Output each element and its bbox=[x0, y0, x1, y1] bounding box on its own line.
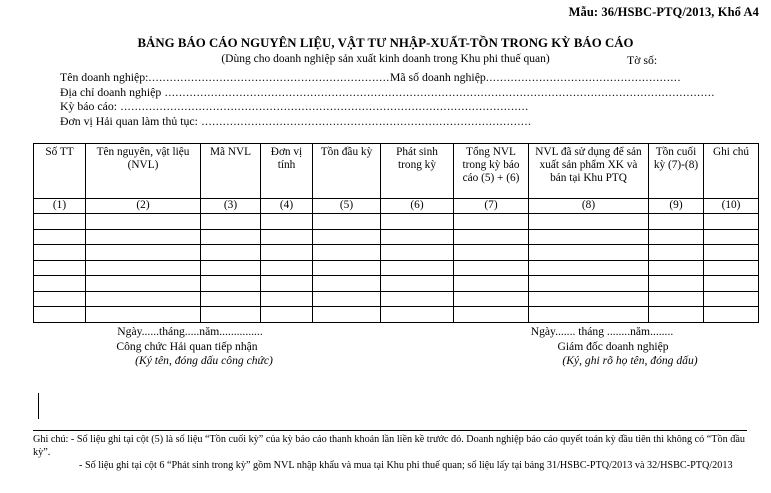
col-header-unit bbox=[261, 144, 313, 199]
col-number-8: (8) bbox=[529, 199, 649, 214]
table-cell[interactable] bbox=[86, 260, 201, 276]
table-cell[interactable] bbox=[454, 260, 529, 276]
sheet-number-label: Tờ số: bbox=[627, 53, 658, 67]
col-number-4: (4) bbox=[261, 199, 313, 214]
field-label-company-code: Mã số doanh nghiệp bbox=[389, 70, 486, 84]
table-cell[interactable] bbox=[649, 307, 704, 323]
table-cell[interactable] bbox=[649, 291, 704, 307]
col-header-material-code bbox=[201, 144, 261, 199]
form-fields bbox=[38, 70, 738, 128]
table-cell[interactable] bbox=[454, 276, 529, 292]
col-header-material-name-text: Tên nguyên, vật liệu (NVL) bbox=[96, 146, 190, 171]
col-header-incurred bbox=[381, 144, 454, 199]
table-row[interactable] bbox=[34, 291, 759, 307]
table-cell[interactable] bbox=[86, 276, 201, 292]
table-cell[interactable] bbox=[529, 229, 649, 245]
table-cell[interactable] bbox=[261, 276, 313, 292]
column-number-row bbox=[34, 199, 759, 214]
table-cell[interactable] bbox=[201, 291, 261, 307]
customs-role-label: Công chức Hải quan tiếp nhận bbox=[116, 339, 258, 353]
table-row[interactable] bbox=[34, 245, 759, 261]
table-cell[interactable] bbox=[34, 245, 86, 261]
field-dots-customs-unit: ............................................................................................. bbox=[197, 113, 532, 128]
field-dots-company-address: ........................................................................................................................................................... bbox=[161, 84, 715, 99]
table-cell[interactable] bbox=[261, 214, 313, 230]
col-header-used-text: NVL đã sử dụng để sản xuất sản phẩm XK và bán tại Khu PTQ bbox=[535, 146, 642, 184]
col-header-material-code-text: Mã NVL bbox=[209, 146, 252, 158]
col-number-1: (1) bbox=[34, 199, 86, 214]
field-label-customs-unit: Đơn vị Hải quan làm thủ tục: bbox=[60, 113, 198, 128]
form-code: Mẫu: 36/HSBC-PTQ/2013, Khổ A4 bbox=[568, 5, 759, 19]
table-cell[interactable] bbox=[313, 229, 381, 245]
footer-notes bbox=[33, 433, 755, 473]
table-cell[interactable] bbox=[649, 245, 704, 261]
table-cell[interactable] bbox=[261, 229, 313, 245]
table-cell[interactable] bbox=[381, 214, 454, 230]
table-cell[interactable] bbox=[201, 229, 261, 245]
table-cell[interactable] bbox=[34, 229, 86, 245]
table-cell[interactable] bbox=[261, 245, 313, 261]
table-cell[interactable] bbox=[34, 276, 86, 292]
footer-note-line-1: Ghi chú: - Số liệu ghi tại cột (5) là số liệu “Tồn cuối kỳ” của kỳ báo cáo thanh khoản lần liền kề trước đó. Doanh nghiệp báo cáo quyết toán kỳ đầu tiên thì không có “Tồn đầu kỳ”. bbox=[33, 434, 745, 459]
director-date-line: Ngày....... tháng ........năm........ bbox=[530, 325, 674, 338]
field-dots-company-code: ....................................................... bbox=[485, 70, 682, 84]
table-cell[interactable] bbox=[649, 260, 704, 276]
field-label-company-name: Tên doanh nghiệp: bbox=[60, 70, 149, 84]
col-header-opening-balance bbox=[313, 144, 381, 199]
table-cell[interactable] bbox=[529, 245, 649, 261]
table-row[interactable] bbox=[34, 276, 759, 292]
field-label-report-period: Kỳ báo cáo: bbox=[60, 99, 117, 114]
table-cell[interactable] bbox=[454, 245, 529, 261]
table-cell[interactable] bbox=[201, 260, 261, 276]
table-cell[interactable] bbox=[649, 214, 704, 230]
col-number-6: (6) bbox=[381, 199, 454, 214]
signature-block-director bbox=[452, 325, 752, 369]
table-cell[interactable] bbox=[704, 276, 759, 292]
table-cell[interactable] bbox=[649, 229, 704, 245]
table-cell[interactable] bbox=[313, 291, 381, 307]
table-cell[interactable] bbox=[86, 214, 201, 230]
field-dots-report-period: ................................................................................................................... bbox=[117, 99, 529, 114]
table-cell[interactable] bbox=[34, 260, 86, 276]
table-cell[interactable] bbox=[381, 276, 454, 292]
col-header-incurred-text: Phát sinh trong kỳ bbox=[396, 146, 438, 171]
table-cell[interactable] bbox=[34, 291, 86, 307]
footer-note-line-2: - Số liệu ghi tại cột 6 “Phát sinh trong kỳ” gồm NVL nhập khẩu và mua tại Khu phi thuế quan; số liệu lấy tại bảng 31/HSBC-PTQ/2013 và 32/HSBC-PTQ/2013 bbox=[79, 460, 733, 472]
table-cell[interactable] bbox=[454, 307, 529, 323]
table-cell[interactable] bbox=[381, 291, 454, 307]
col-header-stt-text: Số TT bbox=[45, 146, 74, 158]
table-cell[interactable] bbox=[86, 291, 201, 307]
field-label-company-address: Địa chỉ doanh nghiệp bbox=[60, 84, 162, 99]
col-header-closing-balance-text: Tồn cuối kỳ (7)-(8) bbox=[653, 146, 699, 171]
col-header-unit-text: Đơn vị tính bbox=[270, 146, 303, 171]
table-cell[interactable] bbox=[381, 260, 454, 276]
table-cell[interactable] bbox=[704, 214, 759, 230]
col-header-remark-text: Ghi chú bbox=[712, 146, 750, 158]
table-row[interactable] bbox=[34, 307, 759, 323]
col-header-closing-balance bbox=[649, 144, 704, 199]
table-cell[interactable] bbox=[529, 291, 649, 307]
col-number-5: (5) bbox=[313, 199, 381, 214]
table-cell[interactable] bbox=[201, 276, 261, 292]
table-cell[interactable] bbox=[201, 245, 261, 261]
table-cell[interactable] bbox=[529, 260, 649, 276]
col-number-7: (7) bbox=[454, 199, 529, 214]
table-cell[interactable] bbox=[454, 291, 529, 307]
table-cell[interactable] bbox=[34, 214, 86, 230]
report-table-wrapper bbox=[33, 143, 750, 323]
table-cell[interactable] bbox=[529, 214, 649, 230]
table-cell[interactable] bbox=[454, 214, 529, 230]
col-header-material-name bbox=[86, 144, 201, 199]
col-header-opening-balance-text: Tồn đầu kỳ bbox=[320, 146, 373, 158]
table-cell[interactable] bbox=[86, 307, 201, 323]
document-subtitle: (Dùng cho doanh nghiệp sản xuất kinh doanh trong Khu phi thuế quan) bbox=[221, 53, 550, 65]
table-cell[interactable] bbox=[381, 229, 454, 245]
table-cell[interactable] bbox=[201, 214, 261, 230]
table-cell[interactable] bbox=[34, 307, 86, 323]
director-sign-note: (Ký, ghi rõ họ tên, đóng dấu) bbox=[562, 354, 698, 367]
document-title: BẢNG BÁO CÁO NGUYÊN LIỆU, VẬT TƯ NHẬP-XUẤT-TỒN TRONG KỲ BÁO CÁO bbox=[137, 36, 634, 50]
table-cell[interactable] bbox=[381, 307, 454, 323]
table-cell[interactable] bbox=[313, 307, 381, 323]
table-cell[interactable] bbox=[86, 229, 201, 245]
customs-sign-note: (Ký tên, đóng dấu công chức) bbox=[135, 354, 273, 367]
table-cell[interactable] bbox=[704, 291, 759, 307]
col-number-9: (9) bbox=[649, 199, 704, 214]
table-row[interactable] bbox=[34, 260, 759, 276]
table-cell[interactable] bbox=[313, 245, 381, 261]
table-cell[interactable] bbox=[261, 307, 313, 323]
signature-block-customs bbox=[52, 325, 322, 369]
table-cell[interactable] bbox=[529, 276, 649, 292]
table-cell[interactable] bbox=[261, 260, 313, 276]
col-number-2: (2) bbox=[86, 199, 201, 214]
field-row-company-address bbox=[38, 85, 738, 100]
table-cell[interactable] bbox=[704, 229, 759, 245]
table-cell[interactable] bbox=[704, 245, 759, 261]
col-number-3: (3) bbox=[201, 199, 261, 214]
table-header-row bbox=[34, 144, 759, 199]
table-cell[interactable] bbox=[649, 276, 704, 292]
director-role-label: Giám đốc doanh nghiệp bbox=[557, 339, 669, 353]
report-table bbox=[33, 143, 759, 323]
table-cell[interactable] bbox=[201, 307, 261, 323]
table-cell[interactable] bbox=[381, 245, 454, 261]
table-row[interactable] bbox=[34, 229, 759, 245]
report-table-body bbox=[34, 199, 759, 323]
table-cell[interactable] bbox=[86, 245, 201, 261]
table-cell[interactable] bbox=[529, 307, 649, 323]
table-cell[interactable] bbox=[704, 260, 759, 276]
table-cell[interactable] bbox=[454, 229, 529, 245]
text-cursor bbox=[38, 393, 39, 419]
col-header-total bbox=[454, 144, 529, 199]
field-row-company-name bbox=[38, 70, 738, 85]
col-header-total-text: Tổng NVL trong kỳ báo cáo (5) + (6) bbox=[462, 146, 520, 184]
col-number-10: (10) bbox=[704, 199, 759, 214]
customs-date-line: Ngày......tháng.....năm............... bbox=[117, 325, 263, 338]
table-cell[interactable] bbox=[261, 291, 313, 307]
footer-divider bbox=[33, 430, 747, 431]
col-header-stt bbox=[34, 144, 86, 199]
col-header-used bbox=[529, 144, 649, 199]
table-cell[interactable] bbox=[313, 214, 381, 230]
table-cell[interactable] bbox=[313, 276, 381, 292]
field-row-customs-unit bbox=[38, 114, 738, 129]
col-header-remark bbox=[704, 144, 759, 199]
field-dots-company-name: .................................................................... bbox=[148, 70, 390, 84]
table-row[interactable] bbox=[34, 214, 759, 230]
table-cell[interactable] bbox=[704, 307, 759, 323]
field-row-report-period bbox=[38, 99, 738, 114]
table-cell[interactable] bbox=[313, 260, 381, 276]
